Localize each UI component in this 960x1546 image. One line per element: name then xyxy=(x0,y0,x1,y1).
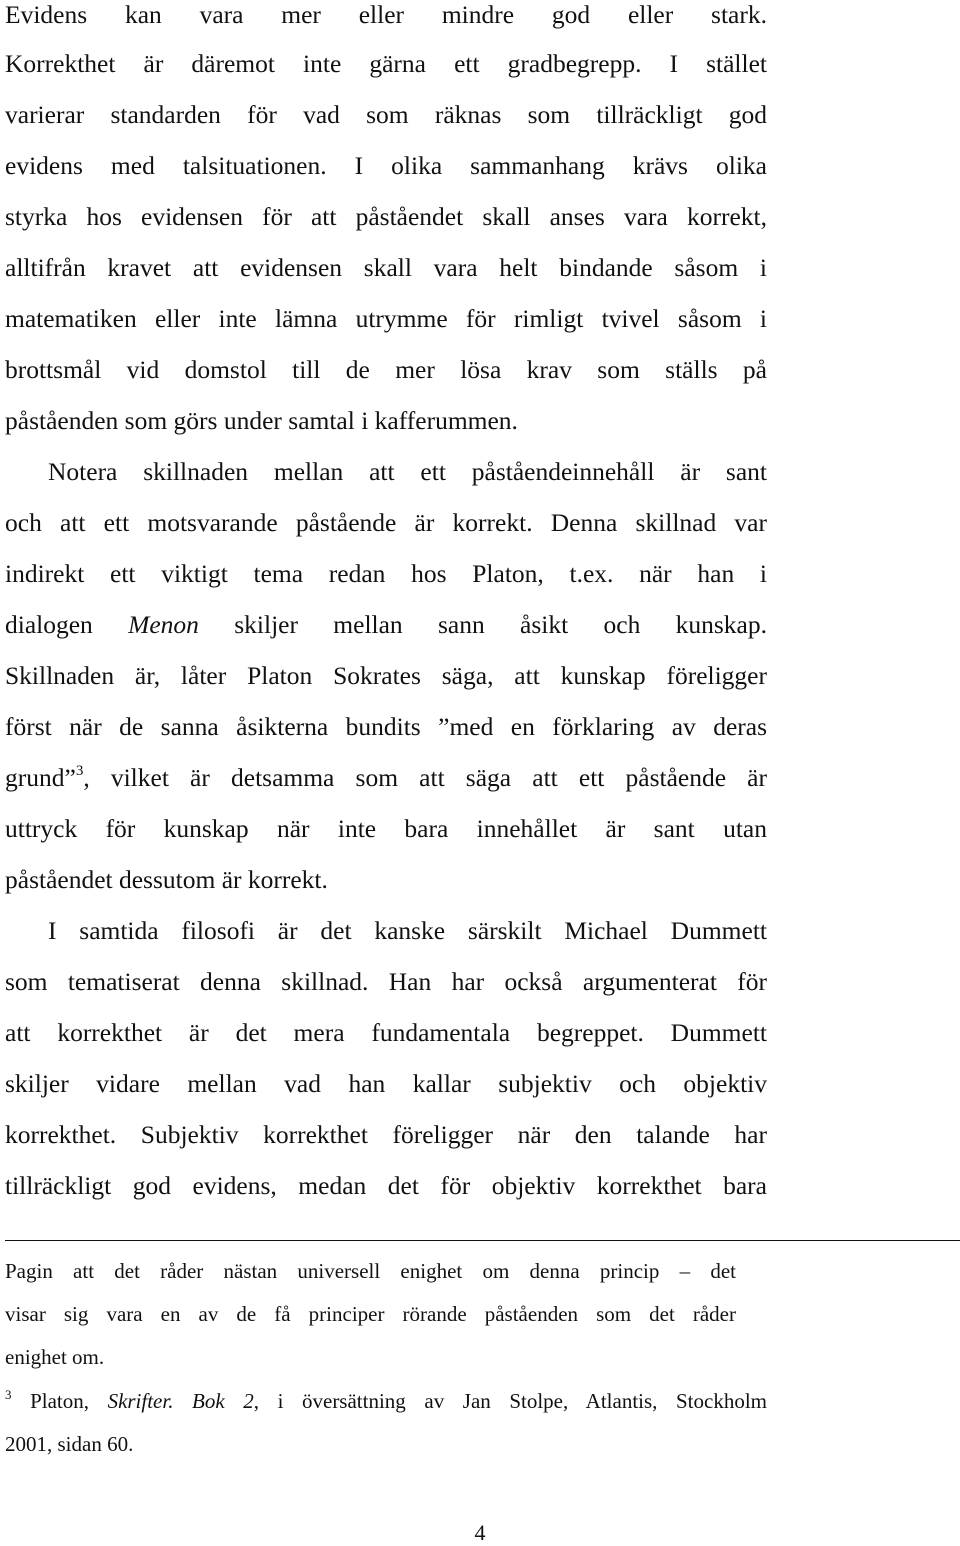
body-line: först när de sanna åsikterna bundits ”med en förklaring av deras xyxy=(5,712,767,741)
body-line: tillräckligt god evidens, medan det för objektiv korrekthet bara xyxy=(5,1171,767,1200)
footnote-line: 2001, sidan 60. xyxy=(5,1432,134,1456)
footnote-line: Pagin att det råder nästan universell enighet om denna princip – det xyxy=(5,1259,736,1283)
body-line: Korrekthet är däremot inte gärna ett gradbegrepp. I stället xyxy=(5,49,767,78)
footnote-line: enighet om. xyxy=(5,1345,105,1369)
body-line: som tematiserat denna skillnad. Han har också argumenterat för xyxy=(5,967,767,996)
body-line: uttryck för kunskap när inte bara innehållet är sant utan xyxy=(5,814,767,843)
body-line: och att ett motsvarande påstående är korrekt. Denna skillnad var xyxy=(5,508,767,537)
body-line: korrekthet. Subjektiv korrekthet föreligger när den talande har xyxy=(5,1120,767,1149)
body-line: varierar standarden för vad som räknas som tillräckligt god xyxy=(5,100,767,129)
footnote-text: Platon, xyxy=(11,1389,108,1413)
body-line xyxy=(5,610,767,640)
body-line: matematiken eller inte lämna utrymme för rimligt tvivel såsom i xyxy=(5,304,767,333)
body-line-text: grund” xyxy=(5,763,76,792)
body-line: styrka hos evidensen för att påståendet skall anses vara korrekt, xyxy=(5,202,767,231)
footnote-line: visar sig vara en av de få principer rörande påståenden som det råder xyxy=(5,1302,736,1326)
footnote-number: 3 xyxy=(5,1387,12,1402)
body-line xyxy=(5,763,767,793)
footnote-italic-title: Skrifter. Bok 2 xyxy=(107,1389,254,1413)
body-line: skiljer vidare mellan vad han kallar subjektiv och objektiv xyxy=(5,1069,767,1098)
body-line: evidens med talsituationen. I olika sammanhang krävs olika xyxy=(5,151,767,180)
italic-title-menon: Menon xyxy=(128,610,199,639)
body-line: påståendet dessutom är korrekt. xyxy=(5,865,328,894)
body-line: Evidens kan vara mer eller mindre god eller stark. xyxy=(5,0,767,29)
body-line: att korrekthet är det mera fundamentala begreppet. Dummett xyxy=(5,1018,767,1047)
body-line: Notera skillnaden mellan att ett påståendeinnehåll är sant xyxy=(48,457,767,486)
body-line: Skillnaden är, låter Platon Sokrates säga, att kunskap föreligger xyxy=(5,661,767,690)
body-line: indirekt ett viktigt tema redan hos Platon, t.ex. när han i xyxy=(5,559,767,588)
body-line-text: , vilket är detsamma som att säga att ett påstående är xyxy=(83,763,767,792)
body-line-text: dialogen xyxy=(5,610,129,639)
body-line: brottsmål vid domstol till de mer lösa krav som ställs på xyxy=(5,355,767,384)
page-number: 4 xyxy=(474,1520,486,1545)
body-line: alltifrån kravet att evidensen skall vara helt bindande såsom i xyxy=(5,253,767,282)
footnote-3 xyxy=(5,1388,767,1414)
body-line: påståenden som görs under samtal i kafferummen. xyxy=(5,406,518,435)
body-line-text: skiljer mellan sann åsikt och kunskap. xyxy=(198,610,768,639)
footnote-text: , i översättning av Jan Stolpe, Atlantis, Stockholm xyxy=(253,1389,767,1413)
footnote-reference-3[interactable]: 3 xyxy=(75,763,84,779)
footnote-separator xyxy=(5,1240,960,1241)
body-line: I samtida filosofi är det kanske särskilt Michael Dummett xyxy=(48,916,767,945)
